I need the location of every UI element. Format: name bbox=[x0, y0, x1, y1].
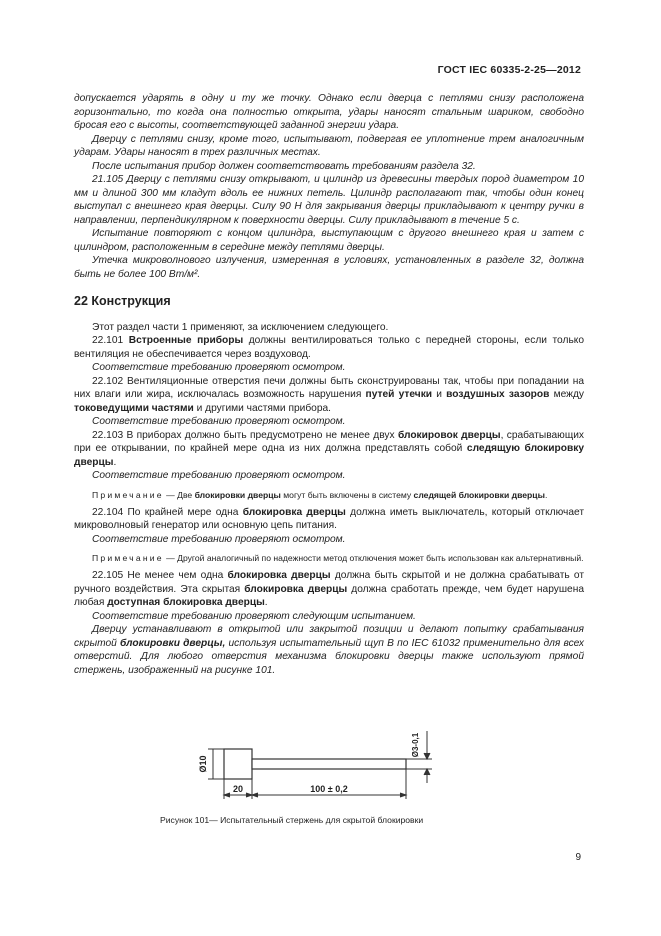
rod-head bbox=[224, 749, 252, 779]
section-title-22: 22 Конструкция bbox=[74, 294, 171, 308]
note-interlocks: Примечание — Две блокировки дверцы могут быть включены в систему следящей блокировки дверцы. bbox=[92, 489, 548, 500]
figure-caption: Рисунок 101— Испытательный стержень для скрытой блокировки bbox=[160, 815, 424, 825]
compliance-statement: Соответствие требованию проверяют осмотром. bbox=[92, 416, 346, 427]
note-alternative-method: Примечание — Другой аналогичный по надежности метод отключения может быть использован как альтернативный. bbox=[92, 553, 584, 563]
dim-diameter-label: Ø10 bbox=[198, 755, 208, 773]
document-header: ГОСТ IEC 60335-2-25—2012 bbox=[437, 64, 581, 76]
clause-22-105: 22.105 Не менее чем одна блокировка дверцы должна быть скрытой и не должна срабатывать от ручного воздействия. Эта скрытая блокировка дверцы должна сработать прежде, чем будет нарушена любая доступная блокировка дверцы. bbox=[74, 570, 584, 608]
clause-21-105: 21.105 Дверцу с петлями снизу открывают, и цилиндр из древесины твердых пород диаметром 10 мм и длиной 300 мм кладут вдоль ее нижних петель. Цилиндр располагают так, чтобы один конец выступал с внешнего края дверцы. Силу 90 Н для закрывания дверцы прикладывают к центру ручки в направлении, перпендикулярном к поверхности дверцы. Силу прикладывают в течение 5 с. bbox=[74, 174, 584, 226]
dim-head-length-label: 20 bbox=[232, 784, 244, 794]
clause-22-102: 22.102 Вентиляционные отверстия печи должны быть сконструированы так, чтобы при попадании на них влаги или жира, исключалась возможность нарушения путей утечки и воздушных зазоров между токоведущими частями и другими частями прибора. bbox=[74, 375, 584, 414]
compliance-test-statement: Соответствие требованию проверяют следующим испытанием. bbox=[92, 610, 416, 622]
paragraph-section-intro: Этот раздел части 1 применяют, за исключением следующего. bbox=[92, 321, 389, 333]
document-body bbox=[74, 92, 584, 677]
clause-22-103: 22.103 В приборах должно быть предусмотрено не менее двух блокировок дверцы, срабатывающих при ее открывании, по крайней мере одна из них должна представлять собой следящую блокировку дверцы. bbox=[74, 429, 584, 468]
rod-shaft bbox=[252, 759, 406, 769]
paragraph-after-test: После испытания прибор должен соответствовать требованиям раздела 32. bbox=[92, 160, 476, 172]
compliance-statement: Соответствие требованию проверяют осмотром. bbox=[92, 470, 346, 481]
paragraph-test-repeat: Испытание повторяют с концом цилиндра, выступающим с другого внешнего края и затем с цилиндром, расположенным в середине между петлями дверцы. bbox=[74, 228, 584, 253]
dim-rod-length-label: 100 ± 0,2 bbox=[310, 784, 348, 794]
dim-tip-label: Ø3-0,1 bbox=[411, 732, 420, 758]
paragraph-bottom-hinged-door: Дверцу с петлями снизу, кроме того, испытывают, подвергая ее уплотнение трем аналогичным ударам. Удары наносят в трех различных местах. bbox=[74, 133, 584, 158]
compliance-statement: Соответствие требованию проверяют осмотром. bbox=[92, 362, 346, 373]
paragraph-microwave-leakage: Утечка микроволнового излучения, измеренная в условиях, установленных в разделе 32, должна быть не более 100 Вт/м². bbox=[74, 255, 584, 280]
compliance-statement: Соответствие требованию проверяют осмотром. bbox=[92, 533, 346, 545]
clause-22-104: 22.104 По крайней мере одна блокировка дверцы должна иметь выключатель, который отключает микроволновый генератор или основную цепь питания. bbox=[74, 506, 584, 531]
figure-test-rod bbox=[186, 723, 446, 805]
page-number: 9 bbox=[575, 852, 581, 863]
paragraph-test-procedure: Дверцу устанавливают в открытой или закрытой позиции и делают попытку срабатывания скрытой блокировки дверцы, используя испытательный щуп В по IEC 61032 применительно для всех отверстий. Для любого отверстия механизма блокировки дверцы также используют прямой стержень, изображенный на рисунке 101. bbox=[74, 624, 584, 676]
clause-22-101: 22.101 Встроенные приборы должны вентилироваться только с передней стороны, если только вентиляция не обеспечивается через воздуховод. bbox=[74, 335, 584, 360]
paragraph-impact-continuation: допускается ударять в одну и ту же точку. Однако если дверца с петлями снизу расположена горизонтально, то когда она полностью открыта, удары наносят стальным шариком, свободно бросая его с высоты, соответствующей заданной энергии удара. bbox=[74, 93, 584, 131]
